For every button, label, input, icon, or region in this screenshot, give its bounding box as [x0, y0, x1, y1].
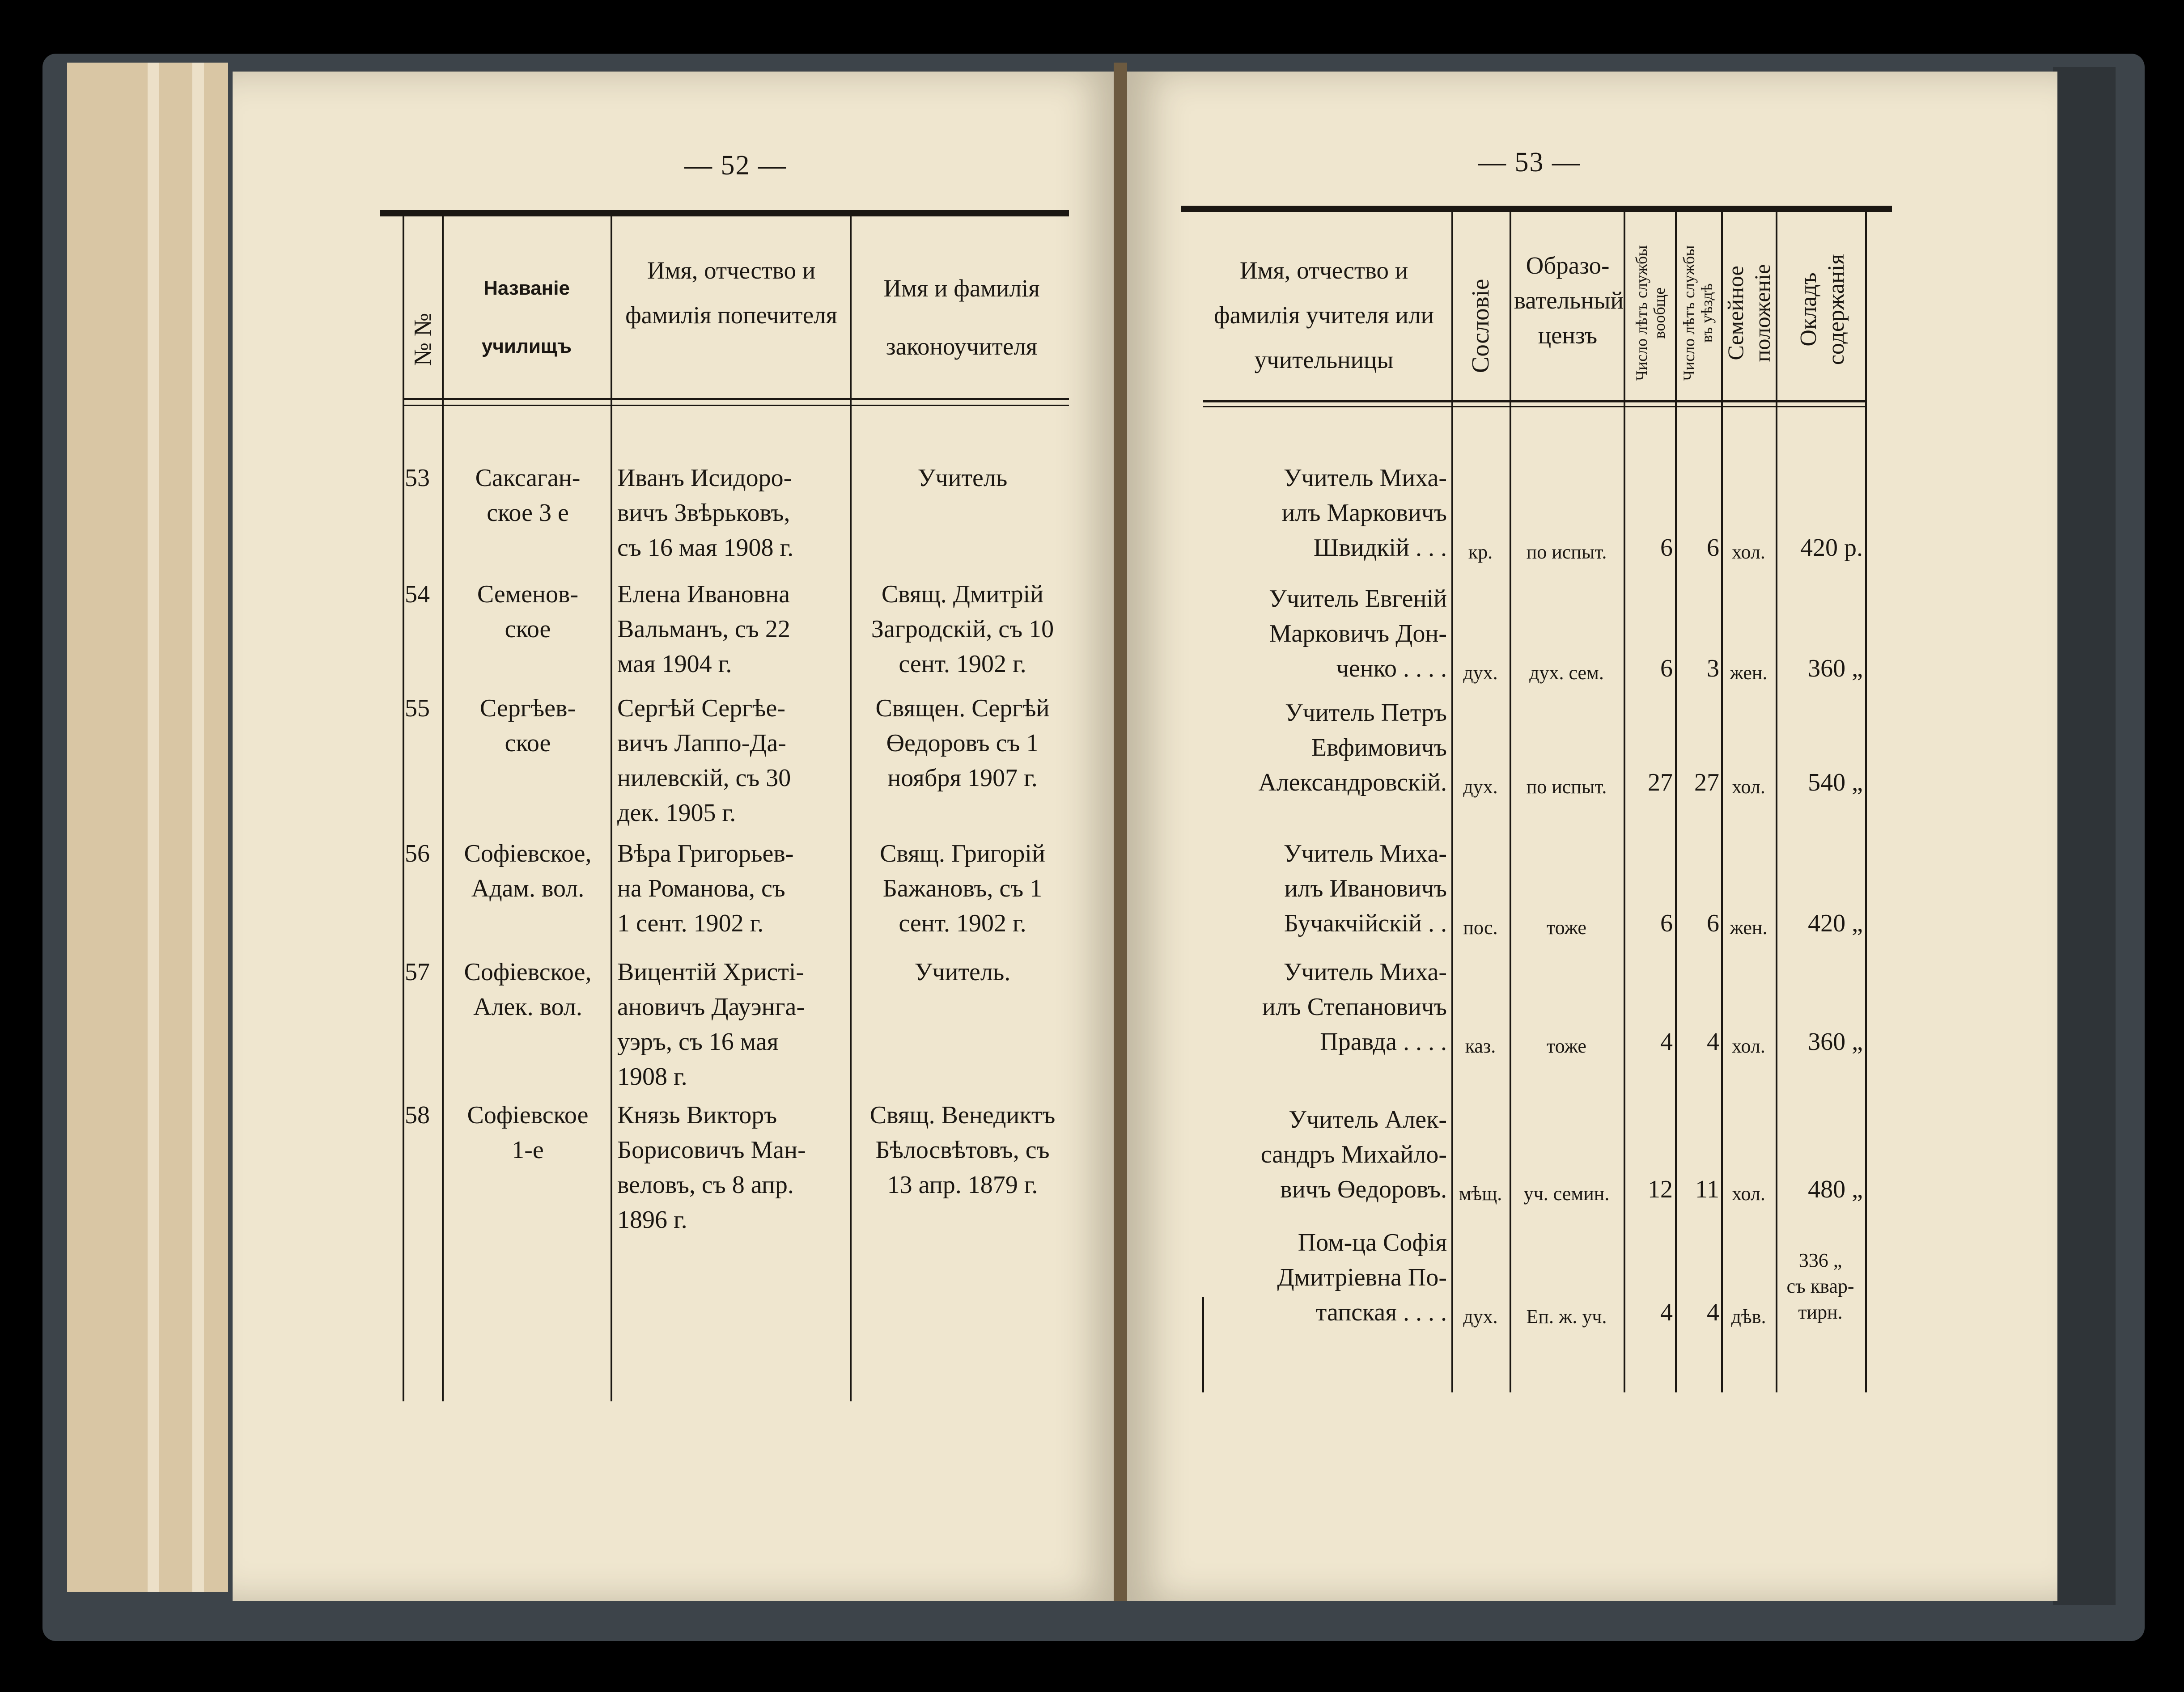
estate: дух.: [1463, 1306, 1498, 1328]
catechist-name-line: сент. 1902 г.: [899, 650, 1026, 678]
trustee-name-line: мая 1904 г.: [617, 650, 732, 678]
teacher-name-line: Швидкій . . .: [1313, 534, 1447, 562]
header-num: № №: [409, 313, 436, 366]
years-uezd: 4: [1707, 1299, 1719, 1326]
catechist-name-line: Свящ. Дмитрій: [881, 580, 1044, 608]
salary-line: 336 „: [1798, 1249, 1842, 1271]
catechist-name-line: 13 апр. 1879 г.: [887, 1171, 1038, 1199]
school-name-line: Саксаган-: [475, 464, 581, 492]
catechist-name-line: Учитель.: [914, 958, 1011, 986]
estate: пос.: [1463, 917, 1498, 939]
years-total: 4: [1660, 1028, 1673, 1056]
trustee-name-line: вичъ Лаппо-Да-: [617, 729, 786, 757]
teacher-name-line: илъ Ивановичъ: [1284, 875, 1447, 902]
trustee-name-line: дек. 1905 г.: [617, 799, 736, 827]
years-uezd: 4: [1707, 1028, 1719, 1056]
teacher-name-line: Учитель Миха-: [1283, 958, 1447, 986]
table-top-rule: [1181, 206, 1892, 212]
header-estate: Сословіе: [1467, 279, 1494, 373]
trustee-name-line: уэръ, съ 16 мая: [617, 1028, 779, 1056]
teacher-name-line: вичъ Өедоровъ.: [1280, 1176, 1447, 1203]
family-status: хол.: [1732, 541, 1765, 563]
column-rule: [403, 216, 404, 1401]
catechist-name-line: Свящ. Григорій: [880, 840, 1045, 867]
teacher-name-line: Учитель Миха-: [1283, 840, 1447, 867]
header-school: Названіе училищъ: [481, 277, 572, 357]
trustee-name-line: Вѣра Григорьев-: [617, 840, 794, 867]
table-header-rule: [403, 398, 1069, 400]
column-rule: [850, 216, 852, 1401]
teacher-name-line: Учитель Миха-: [1283, 464, 1447, 492]
years-total: 4: [1660, 1299, 1673, 1326]
trustee-name-line: Сергѣй Сергѣе-: [617, 694, 786, 722]
trustee-name-line: Князь Викторъ: [617, 1101, 777, 1129]
family-status: дѣв.: [1731, 1306, 1766, 1328]
catechist-name: [855, 955, 1070, 990]
table-header-rule: [1203, 400, 1865, 402]
teacher-name: [1203, 955, 1447, 1059]
teacher-name: [1203, 461, 1447, 565]
family-status: хол.: [1732, 776, 1765, 798]
trustee-name: [617, 461, 848, 565]
column-rule: [1675, 212, 1677, 1392]
teacher-name: [1203, 695, 1447, 800]
catechist-name: [855, 836, 1070, 941]
teacher-name-line: илъ Степановичъ: [1262, 993, 1447, 1021]
school-name-line: Семенов-: [477, 580, 579, 608]
teacher-name-line: Учитель Алек-: [1289, 1106, 1447, 1134]
catechist-name: [855, 461, 1070, 495]
catechist-name-line: ноября 1907 г.: [887, 764, 1038, 792]
teacher-name-line: Бучакчійскій . .: [1284, 909, 1447, 937]
trustee-name: [617, 577, 848, 681]
education: Еп. ж. уч.: [1526, 1306, 1607, 1328]
school-name: [447, 955, 608, 1024]
teacher-name-line: Евфимовичъ: [1311, 734, 1447, 761]
row-number: 58: [405, 1101, 430, 1129]
row-number: 57: [405, 958, 430, 986]
header-family: Семейное положеніе: [1723, 264, 1775, 362]
header-salary: Окладъ содержанія: [1796, 254, 1849, 365]
catechist-name-line: сент. 1902 г.: [899, 909, 1026, 937]
trustee-name-line: Вицентій Христі-: [617, 958, 805, 986]
teacher-name-line: Правда . . . .: [1320, 1028, 1447, 1056]
right-page-number: — 53 —: [1478, 147, 1581, 178]
years-uezd: 11: [1695, 1176, 1719, 1203]
teacher-name-line: Учитель Петръ: [1285, 699, 1447, 727]
years-uezd: 27: [1694, 769, 1719, 796]
teacher-name: [1203, 1225, 1447, 1330]
school-name-line: Софіевское: [467, 1101, 589, 1129]
teacher-name-line: Марковичъ Дон-: [1269, 620, 1447, 647]
teacher-name-line: тапская . . . .: [1315, 1299, 1447, 1326]
education: уч. семин.: [1523, 1183, 1610, 1205]
trustee-name-line: 1896 г.: [617, 1206, 687, 1234]
row-number: 54: [405, 580, 430, 608]
school-name: [447, 1098, 608, 1167]
column-rule: [442, 216, 444, 1401]
teacher-name-line: Александровскій.: [1258, 769, 1447, 796]
estate: мѣщ.: [1459, 1183, 1502, 1205]
school-name-line: Сергѣев-: [479, 694, 576, 722]
salary-line: съ квар-: [1786, 1275, 1854, 1297]
trustee-name: [617, 691, 848, 830]
family-status: хол.: [1732, 1183, 1765, 1205]
education: тоже: [1547, 917, 1586, 939]
education: по испыт.: [1526, 776, 1607, 798]
table-header-rule: [403, 405, 1069, 406]
teacher-name-line: илъ Марковичъ: [1281, 499, 1447, 527]
education: тоже: [1547, 1035, 1586, 1057]
trustee-name-line: 1908 г.: [617, 1063, 687, 1091]
estate: кр.: [1468, 541, 1493, 563]
header-catechist: Имя и фамилія законоучителя: [883, 275, 1040, 360]
years-uezd: 6: [1707, 909, 1719, 937]
trustee-name-line: веловъ, съ 8 апр.: [617, 1171, 794, 1199]
years-total: 6: [1660, 655, 1673, 682]
column-rule: [1776, 212, 1777, 1392]
teacher-name: [1203, 1102, 1447, 1207]
catechist-name-line: Учитель: [917, 464, 1008, 492]
family-status: жен.: [1730, 917, 1768, 939]
teacher-name-line: Дмитріевна По-: [1277, 1264, 1447, 1291]
header-trustee: Имя, отчество и фамилія попечителя: [625, 257, 837, 329]
salary: 420 „: [1808, 909, 1863, 937]
trustee-name-line: Вальманъ, съ 22: [617, 615, 790, 643]
school-name-line: Софіевское,: [464, 958, 592, 986]
trustee-name-line: ановичъ Дауэнга-: [617, 993, 805, 1021]
header-years-uezd: Число лѣтъ службы въ уѣздѣ: [1680, 245, 1716, 381]
header-years-total: Число лѣтъ службы вообще: [1633, 245, 1668, 381]
column-rule: [1624, 212, 1625, 1392]
years-total: 6: [1660, 534, 1673, 562]
teacher-name-line: Учитель Евгеній: [1269, 585, 1447, 613]
school-name-line: 1-е: [512, 1136, 544, 1164]
family-status: жен.: [1730, 662, 1768, 684]
teacher-name-line: сандръ Михайло-: [1260, 1141, 1447, 1168]
table-top-rule: [380, 210, 1069, 216]
header-teacher: Имя, отчество и фамилія учителя или учительницы: [1214, 257, 1434, 373]
school-name-line: ское: [505, 729, 551, 757]
catechist-name: [855, 1098, 1070, 1202]
book-gutter: [1114, 63, 1127, 1601]
column-rule: [1865, 212, 1867, 1392]
salary: [1778, 1248, 1863, 1325]
row-number: 56: [405, 840, 430, 867]
catechist-name: [855, 691, 1070, 795]
years-total: 12: [1648, 1176, 1673, 1203]
salary: 540 „: [1808, 769, 1863, 796]
estate: дух.: [1463, 776, 1498, 798]
teacher-name: [1203, 836, 1447, 941]
trustee-name-line: 1 сент. 1902 г.: [617, 909, 764, 937]
school-name: [447, 836, 608, 906]
teacher-name-line: Пом-ца Софія: [1298, 1229, 1447, 1256]
years-total: 27: [1648, 769, 1673, 796]
salary: 360 „: [1808, 1028, 1863, 1056]
trustee-name: [617, 836, 848, 941]
row-number: 55: [405, 694, 430, 722]
years-total: 6: [1660, 909, 1673, 937]
header-education: Образо-вательный цензъ: [1514, 252, 1624, 349]
years-uezd: 6: [1707, 534, 1719, 562]
school-name-line: Адам. вол.: [471, 875, 585, 902]
catechist-name-line: Бѣлосвѣтовъ, съ: [875, 1136, 1050, 1164]
trustee-name: [617, 955, 848, 1094]
years-uezd: 3: [1707, 655, 1719, 682]
school-name: [447, 691, 608, 761]
trustee-name-line: Елена Ивановна: [617, 580, 790, 608]
page-stack-edge: [192, 63, 204, 1592]
catechist-name-line: Священ. Сергѣй: [875, 694, 1050, 722]
catechist-name: [855, 577, 1070, 681]
estate: дух.: [1463, 662, 1498, 684]
trustee-name-line: съ 16 мая 1908 г.: [617, 534, 794, 562]
school-name-line: ское: [505, 615, 551, 643]
salary: 480 „: [1808, 1176, 1863, 1203]
teacher-name: [1203, 581, 1447, 686]
school-name: [447, 461, 608, 530]
catechist-name-line: Свящ. Венедиктъ: [869, 1101, 1056, 1129]
trustee-name-line: вичъ Звѣрьковъ,: [617, 499, 790, 527]
school-name-line: Софіевское,: [464, 840, 592, 867]
trustee-name-line: нилевскій, съ 30: [617, 764, 791, 792]
school-name-line: Алек. вол.: [473, 993, 582, 1021]
column-rule: [1451, 212, 1453, 1392]
column-rule: [1510, 212, 1511, 1392]
family-status: хол.: [1732, 1035, 1765, 1057]
column-rule: [611, 216, 612, 1401]
education: по испыт.: [1526, 541, 1607, 563]
table-header-rule: [1203, 406, 1865, 407]
education: дух. сем.: [1529, 662, 1604, 684]
row-number: 53: [405, 464, 430, 492]
teacher-name-line: ченко . . . .: [1336, 655, 1447, 682]
salary: 360 „: [1808, 655, 1863, 682]
trustee-name-line: Иванъ Исидоро-: [617, 464, 792, 492]
salary-line: тирн.: [1798, 1301, 1843, 1323]
page-stack-edge: [148, 63, 159, 1592]
salary: 420 р.: [1800, 534, 1863, 562]
left-page-number: — 52 —: [684, 150, 787, 181]
catechist-name-line: Бажановъ, съ 1: [882, 875, 1043, 902]
catechist-name-line: Загродскій, съ 10: [871, 615, 1054, 643]
trustee-name-line: на Романова, съ: [617, 875, 785, 902]
trustee-name-line: Борисовичъ Ман-: [617, 1136, 806, 1164]
page-stack-right: [2053, 67, 2116, 1605]
trustee-name: [617, 1098, 848, 1237]
catechist-name-line: Өедоровъ съ 1: [886, 729, 1039, 757]
school-name: [447, 577, 608, 647]
school-name-line: ское 3 е: [487, 499, 569, 527]
estate: каз.: [1465, 1035, 1496, 1057]
